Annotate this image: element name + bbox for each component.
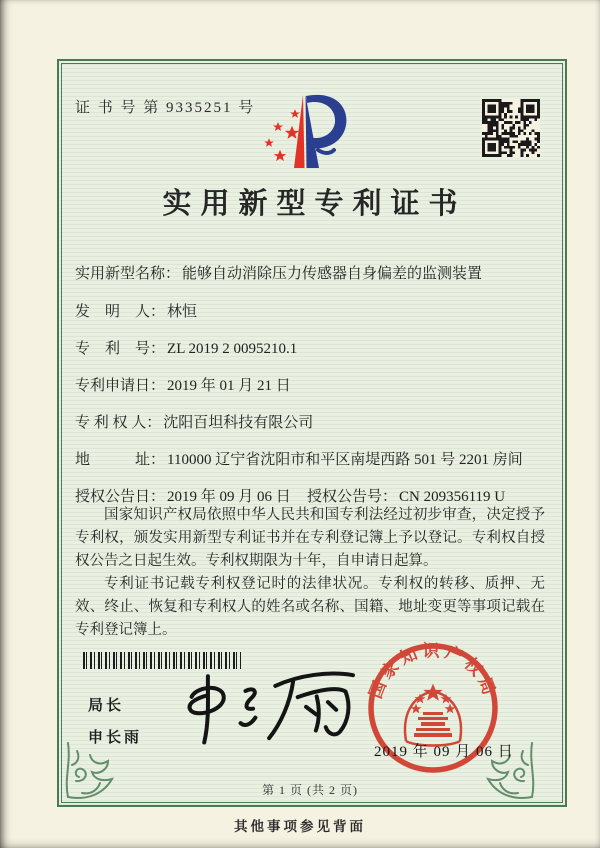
field-label: 专 利 号 (75, 341, 151, 357)
legal-paragraph-1: 国家知识产权局依照中华人民共和国专利法经过初步审查，决定授予专利权，颁发实用新型专利证书并在专利登记簿上予以登记。专利权自授权公告之日起生效。专利权期限为十年，自申请日起算。 (75, 507, 545, 569)
field-value: ZL 2019 2 0095210.1 (167, 341, 298, 357)
back-note: 其他事项参见背面 (234, 819, 366, 834)
qr-code-icon (482, 99, 540, 157)
certificate-title: 实用新型专利证书 (162, 188, 467, 220)
officer-name: 申长雨 (88, 729, 143, 746)
field-value: 林恒 (167, 304, 198, 320)
field-row-application-date: 专利申请日： 2019 年 01 月 21 日 (75, 374, 291, 395)
field-label: 专利申请日 (75, 378, 151, 394)
field-row-patent-number: 专 利 号： ZL 2019 2 0095210.1 (75, 337, 297, 358)
field-value: 沈阳百坦科技有限公司 (163, 415, 314, 431)
legal-paragraph-2: 专利证书记载专利权登记时的法律状况。专利权的转移、质押、无效、终止、恢复和专利权人的姓名或名称、国籍、地址变更等事项记载在专利登记簿上。 (75, 576, 545, 638)
field-value: 110000 辽宁省沈阳市和平区南堤西路 501 号 2201 房间 (167, 452, 523, 468)
field-row-inventor: 发 明 人： 林恒 (75, 300, 197, 321)
field-row-address: 地 址： 110000 辽宁省沈阳市和平区南堤西路 501 号 2201 房间 (75, 448, 523, 469)
field-value: 2019 年 01 月 21 日 (167, 378, 291, 394)
field-label: 地 址 (75, 452, 151, 468)
officer-title: 局长 (88, 697, 125, 714)
field-label: 授权公告日 (75, 489, 151, 505)
field-label: 实用新型名称 (75, 266, 166, 282)
seal-text: 国家知识产权局 (366, 641, 500, 702)
field-value: CN 209356119 U (399, 489, 506, 505)
certificate-number: 证 书 号 第 9335251 号 (75, 100, 256, 116)
page-number: 第 1 页 (共 2 页) (262, 783, 358, 797)
legal-text (75, 504, 545, 642)
field-row-grant-date: 授权公告日： 2019 年 09 月 06 日 授权公告号： CN 209356119 U (75, 485, 291, 506)
field-label: 授权公告号 (307, 489, 383, 505)
field-label: 专 利 权 人 (75, 415, 147, 431)
seal-date: 2019 年 09 月 06 日 (374, 744, 514, 760)
field-grant-number: 授权公告号： CN 209356119 U (307, 485, 505, 506)
field-value: 2019 年 09 月 06 日 (167, 489, 291, 505)
field-row-patentee: 专 利 权 人： 沈阳百坦科技有限公司 (75, 411, 313, 432)
field-value: 能够自动消除压力传感器自身偏差的监测装置 (182, 266, 483, 282)
field-row-name: 实用新型名称： 能够自动消除压力传感器自身偏差的监测装置 (75, 262, 482, 283)
officer-block (88, 690, 142, 754)
officer-signature-icon (177, 659, 370, 754)
cnipa-logo-icon (256, 88, 360, 174)
field-label: 发 明 人 (75, 304, 151, 320)
